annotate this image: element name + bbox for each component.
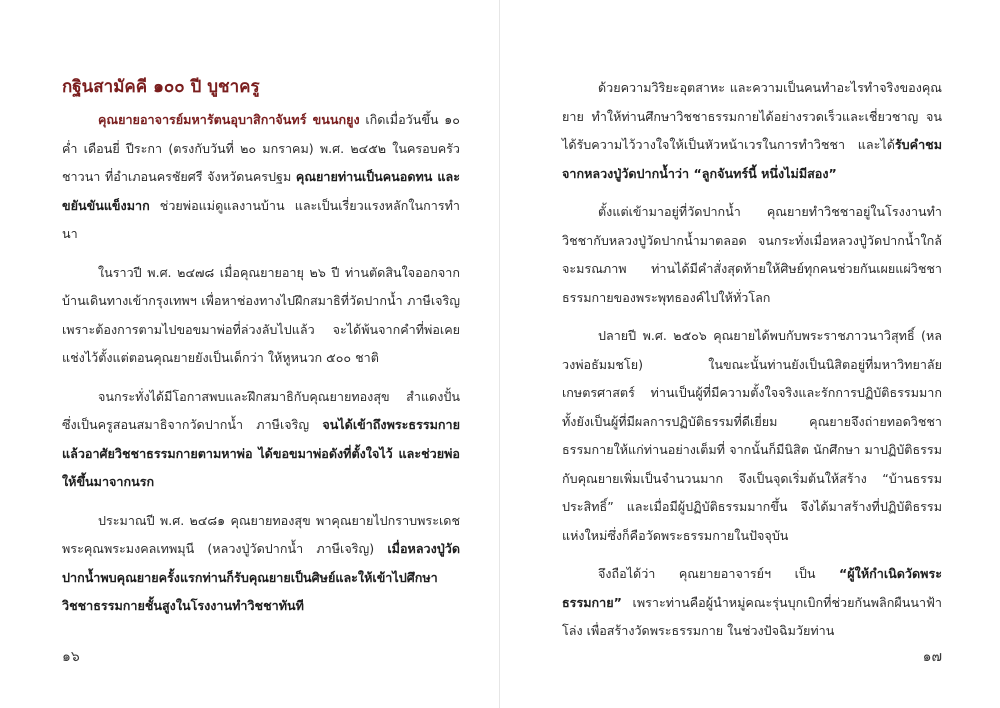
paragraph [562,560,942,646]
body-text: ด้วยความวิริยะอุตสาหะ และความเป็นคนทำอะไรทำจริงของคุณยาย ทำให้ท่านศึกษาวิชชาธรรมกายได้อย่างรวดเร็วและเชี่ยวชาญ จนได้รับความไว้วางใจให้เป็นหัวหน้าเวรในการทำวิชชา และได้ [562,80,942,152]
body-text: เพราะท่านคือผู้นำหมู่คณะรุ่นบุกเบิกที่ช่วยกันพลิกผืนนาฟ้าโล่ง เพื่อสร้างวัดพระธรรมกาย ในช่วงปัจฉิมวัยท่าน [562,594,942,638]
emphasis-text: รับคำชมจากหลวงปู่วัดปากน้ำว่า “ลูกจันทร์นี้ หนึ่งไม่มีสอง” [562,137,942,181]
emphasis-text: คุณยายท่านเป็นคนอดทน และขยันขันแข็งมาก [62,169,461,213]
paragraph [62,259,460,373]
paragraph [562,74,942,188]
body-text: ช่วยพ่อแม่ดูแลงานบ้าน และเป็นเรี่ยวแรงหลักในการทำนา [62,197,460,241]
paragraph [562,198,942,312]
section-title: กฐินสามัคคี ๑๐๐ ปี บูชาครู [62,77,260,97]
paragraph [562,322,942,550]
body-text: เกิดเมื่อวันขึ้น ๑๐ ค่ำ เดือนยี่ ปีระกา (ตรงกับวันที่ ๒๐ มกราคม) พ.ศ. ๒๔๕๒ ในครอบครัวชาวนา ที่อำเภอนครชัยศรี จังหวัดนครปฐม [62,112,460,184]
paragraph [62,507,460,621]
body-text: จนกระทั่งได้มีโอกาสพบและฝึกสมาธิกับคุณยายทองสุข สำแดงปั้น ซึ่งเป็นครูสอนสมาธิจากวัดปากน้ำ ภาษีเจริญ [62,388,460,432]
left-page-body [62,106,460,621]
body-text: ปลายปี พ.ศ. ๒๕๐๖ คุณยายได้พบกับพระราชภาวนาวิสุทธิ์ (หลวงพ่อธัมมชโย) ในขณะนั้นท่านยังเป็นนิสิตอยู่ที่มหาวิทยาลัยเกษตรศาสตร์ ท่านเป็นผู้ที่มีความตั้งใจจริงและรักการปฏิบัติธรรมมาก ทั้งยังเป็นผู้ที่มีผลการปฏิบัติธรรมที่ดีเยี่ยม คุณยายจึงถ่ายทอดวิชชาธรรมกายให้แก่ท่านอย่างเต็มที่ จากนั้นก็มีนิสิต นักศึกษา มาปฏิบัติธรรมกับคุณยายเพิ่มเป็นจำนวนมาก จึงเป็นจุดเริ่มต้นให้สร้าง “บ้านธรรมประสิทธิ์” และเมื่อมีผู้ปฏิบัติธรรมมากขึ้น จึงได้มาสร้างที่ปฏิบัติธรรมแห่งใหม่ซึ่งก็คือวัดพระธรรมกายในปัจจุบัน [562,328,942,543]
body-text: ตั้งแต่เข้ามาอยู่ที่วัดปากน้ำ คุณยายทำวิชชาอยู่ในโรงงานทำวิชชากับหลวงปู่วัดปากน้ำมาตลอด จนกระทั่งเมื่อหลวงปู่วัดปากน้ำใกล้จะมรณภาพ ท่านได้มีคำสั่งสุดท้ายให้ศิษย์ทุกคนช่วยกันเผยแผ่วิชชาธรรมกายของพระพุทธองค์ไปให้ทั่วโลก [562,204,942,305]
right-page [500,0,1000,708]
emphasis-text: เมื่อหลวงปู่วัดปากน้ำพบคุณยายครั้งแรกท่านก็รับคุณยายเป็นศิษย์และให้เข้าไปศึกษาวิชชาธรรมกายชั้นสูงในโรงงานทำวิชชาทันที [62,541,460,613]
body-text: ในราวปี พ.ศ. ๒๔๗๘ เมื่อคุณยายอายุ ๒๖ ปี ท่านตัดสินใจออกจากบ้านเดินทางเข้ากรุงเทพฯ เพื่อหาช่องทางไปฝึกสมาธิที่วัดปากน้ำ ภาษีเจริญ เพราะต้องการตามไปขอขมาพ่อที่ล่วงลับไปแล้ว จะได้พ้นจากคำที่พ่อเคยแช่งไว้ตั้งแต่ตอนคุณยายยังเป็นเด็กว่า ให้หูหนวก ๕๐๐ ชาติ [62,264,460,365]
emphasis-text: “ผู้ให้กำเนิดวัดพระธรรมกาย” [562,566,942,610]
paragraph [62,383,460,497]
body-text: ประมาณปี พ.ศ. ๒๔๘๑ คุณยายทองสุข พาคุณยายไปกราบพระเดชพระคุณพระมงคลเทพมุนี (หลวงปู่วัดปากน้ำ ภาษีเจริญ) [62,512,460,556]
right-page-body [562,74,942,646]
page-number-right: ๑๗ [922,649,942,665]
emphasis-text: คุณยายอาจารย์มหารัตนอุบาสิกาจันทร์ ขนนกยูง [98,112,360,127]
page-number-left: ๑๖ [62,649,80,665]
paragraph [62,106,460,249]
emphasis-text: จนได้เข้าถึงพระธรรมกาย แล้วอาศัยวิชชาธรรมกายตามหาพ่อ ได้ขอขมาพ่อดังที่ตั้งใจไว้ และช่วยพ่อให้ขึ้นมาจากนรก [62,417,460,489]
body-text: จึงถือได้ว่า คุณยายอาจารย์ฯ เป็น [598,566,840,581]
